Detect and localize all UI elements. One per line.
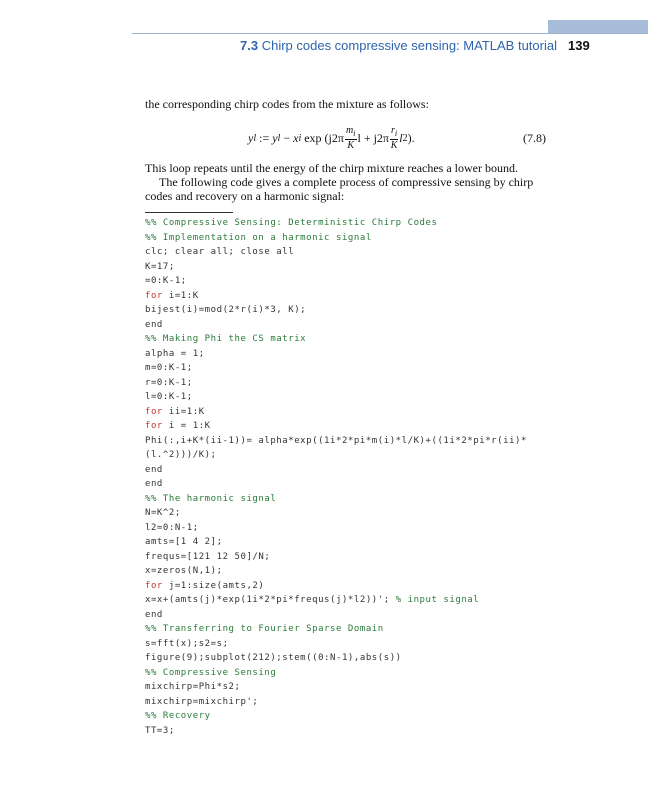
code-text: mixchirp=mixchirp'; xyxy=(145,696,259,707)
eq-y: y xyxy=(248,130,254,145)
code-line xyxy=(145,651,527,666)
code-line xyxy=(145,245,527,260)
code-line xyxy=(145,390,527,405)
code-text: m=0:K-1; xyxy=(145,363,193,373)
code-line xyxy=(145,579,527,594)
code-comment: %% The harmonic signal xyxy=(145,493,277,504)
eq-y2: y xyxy=(272,130,278,145)
code-line xyxy=(145,318,527,333)
code-text: x=x+(amts(j)*exp(1i*2*pi*frequs(j)*l2))'; xyxy=(145,595,396,605)
code-line xyxy=(145,622,527,637)
code-comment: %% Transferring to Fourier Sparse Domain xyxy=(145,624,384,634)
code-rule xyxy=(145,212,233,213)
body-paragraph-3-line-1: The following code gives a complete process of compressive sensing by chirp xyxy=(159,175,534,189)
code-comment: %% Compressive Sensing: Deterministic Chirp Codes xyxy=(145,218,438,228)
code-line xyxy=(145,550,527,565)
code-line xyxy=(145,506,527,521)
code-line xyxy=(145,332,527,347)
code-line xyxy=(145,477,527,492)
code-text: s=fft(x);s2=s; xyxy=(145,638,229,649)
eq-exp: exp xyxy=(301,130,325,145)
code-comment: %% Making Phi the CS matrix xyxy=(145,334,307,344)
body-paragraph-1: the corresponding chirp codes from the mixture as follows: xyxy=(145,97,429,111)
code-line xyxy=(145,724,527,739)
code-line xyxy=(145,448,527,463)
code-text: Phi(:,i+K*(ii-1))= alpha*exp((1i*2*pi*m(i)*l/K)+((1i*2*pi*r(ii)* xyxy=(145,435,527,446)
code-text: alpha = 1; xyxy=(145,348,205,359)
eq-mid: l + j2π xyxy=(357,130,389,145)
code-text: r=0:K-1; xyxy=(145,377,193,388)
code-line xyxy=(145,463,527,478)
header-rule xyxy=(132,33,648,34)
code-line xyxy=(145,231,527,246)
eq-frac2-num: r xyxy=(391,125,395,136)
code-text: ii=1:K xyxy=(162,406,205,417)
body-paragraph-3-line-2: codes and recovery on a harmonic signal: xyxy=(145,189,345,203)
code-text: end xyxy=(145,609,163,620)
eq-frac1-den: K xyxy=(347,140,355,151)
code-line xyxy=(145,666,527,681)
code-line xyxy=(145,709,527,724)
code-text: end xyxy=(145,319,163,330)
code-text: end xyxy=(145,464,163,475)
code-text: amts=[1 4 2]; xyxy=(145,537,223,547)
code-comment: %% Compressive Sensing xyxy=(145,667,277,678)
code-text: =0:K-1; xyxy=(145,276,187,286)
code-line xyxy=(145,608,527,623)
code-line xyxy=(145,434,527,449)
code-keyword: for xyxy=(145,421,163,431)
eq-y2-sub: l xyxy=(277,132,281,144)
eq-fraction-2 xyxy=(390,125,398,151)
section-title: Chirp codes compressive sensing: MATLAB tutorial xyxy=(261,38,557,53)
eq-frac2-num-sub: i xyxy=(394,129,398,138)
code-text: i=1:K xyxy=(162,290,199,301)
eq-frac2-den: K xyxy=(390,140,398,151)
code-text: end xyxy=(145,479,163,489)
eq-tail: l xyxy=(399,130,403,145)
code-text: K=17; xyxy=(145,261,175,272)
code-line xyxy=(145,680,527,695)
code-keyword: for xyxy=(145,290,163,301)
code-text: l2=0:N-1; xyxy=(145,522,199,533)
code-text: mixchirp=Phi*s2; xyxy=(145,682,241,692)
running-head xyxy=(240,38,557,53)
code-line xyxy=(145,492,527,507)
eq-tail-sup: 2 xyxy=(402,132,408,144)
code-text: bijest(i)=mod(2*r(i)*3, K); xyxy=(145,305,307,315)
eq-minus: − xyxy=(280,130,294,145)
equation-7-8 xyxy=(248,124,466,152)
code-keyword: for xyxy=(145,406,163,417)
code-line xyxy=(145,419,527,434)
code-line xyxy=(145,564,527,579)
code-listing xyxy=(145,216,527,738)
code-text: x=zeros(N,1); xyxy=(145,566,223,576)
code-inline-comment: % input signal xyxy=(395,595,480,605)
code-keyword: for xyxy=(145,580,163,591)
eq-close: ). xyxy=(407,130,415,145)
code-line xyxy=(145,361,527,376)
eq-open: (j2π xyxy=(324,130,344,145)
eq-fraction-1 xyxy=(345,125,357,151)
code-line xyxy=(145,521,527,536)
eq-assign: := xyxy=(256,130,273,145)
code-line xyxy=(145,216,527,231)
code-text: TT=3; xyxy=(145,725,175,736)
code-text: i = 1:K xyxy=(162,421,211,431)
code-text: l=0:K-1; xyxy=(145,392,193,402)
code-line xyxy=(145,260,527,275)
code-text: N=K^2; xyxy=(145,508,181,518)
code-text: frequs=[121 12 50]/N; xyxy=(145,551,271,562)
code-line xyxy=(145,303,527,318)
code-line xyxy=(145,593,527,608)
code-text: figure(9);subplot(212);stem((0:N-1),abs(s)) xyxy=(145,653,402,663)
body-paragraph-2: This loop repeats until the energy of the chirp mixture reaches a lower bound. xyxy=(145,161,518,175)
code-line xyxy=(145,637,527,652)
code-line xyxy=(145,405,527,420)
eq-frac1-num-sub: i xyxy=(353,129,356,138)
equation-number: (7.8) xyxy=(523,131,546,145)
code-comment: %% Recovery xyxy=(145,711,211,721)
code-comment: %% Implementation on a harmonic signal xyxy=(145,232,372,243)
eq-frac1-num: m xyxy=(345,125,354,136)
code-line xyxy=(145,535,527,550)
code-line xyxy=(145,695,527,710)
page-number: 139 xyxy=(568,38,590,53)
code-line xyxy=(145,289,527,304)
code-line xyxy=(145,376,527,391)
header-tab-decoration xyxy=(548,20,648,34)
code-text: clc; clear all; close all xyxy=(145,247,295,257)
code-text: j=1:size(amts,2) xyxy=(162,580,265,591)
eq-x-sub: i xyxy=(298,132,302,144)
eq-x: x xyxy=(293,130,299,145)
code-line xyxy=(145,274,527,289)
code-text: (l.^2)))/K); xyxy=(145,450,217,460)
section-number: 7.3 xyxy=(240,38,259,53)
eq-y-sub: l xyxy=(253,132,257,144)
code-line xyxy=(145,347,527,362)
